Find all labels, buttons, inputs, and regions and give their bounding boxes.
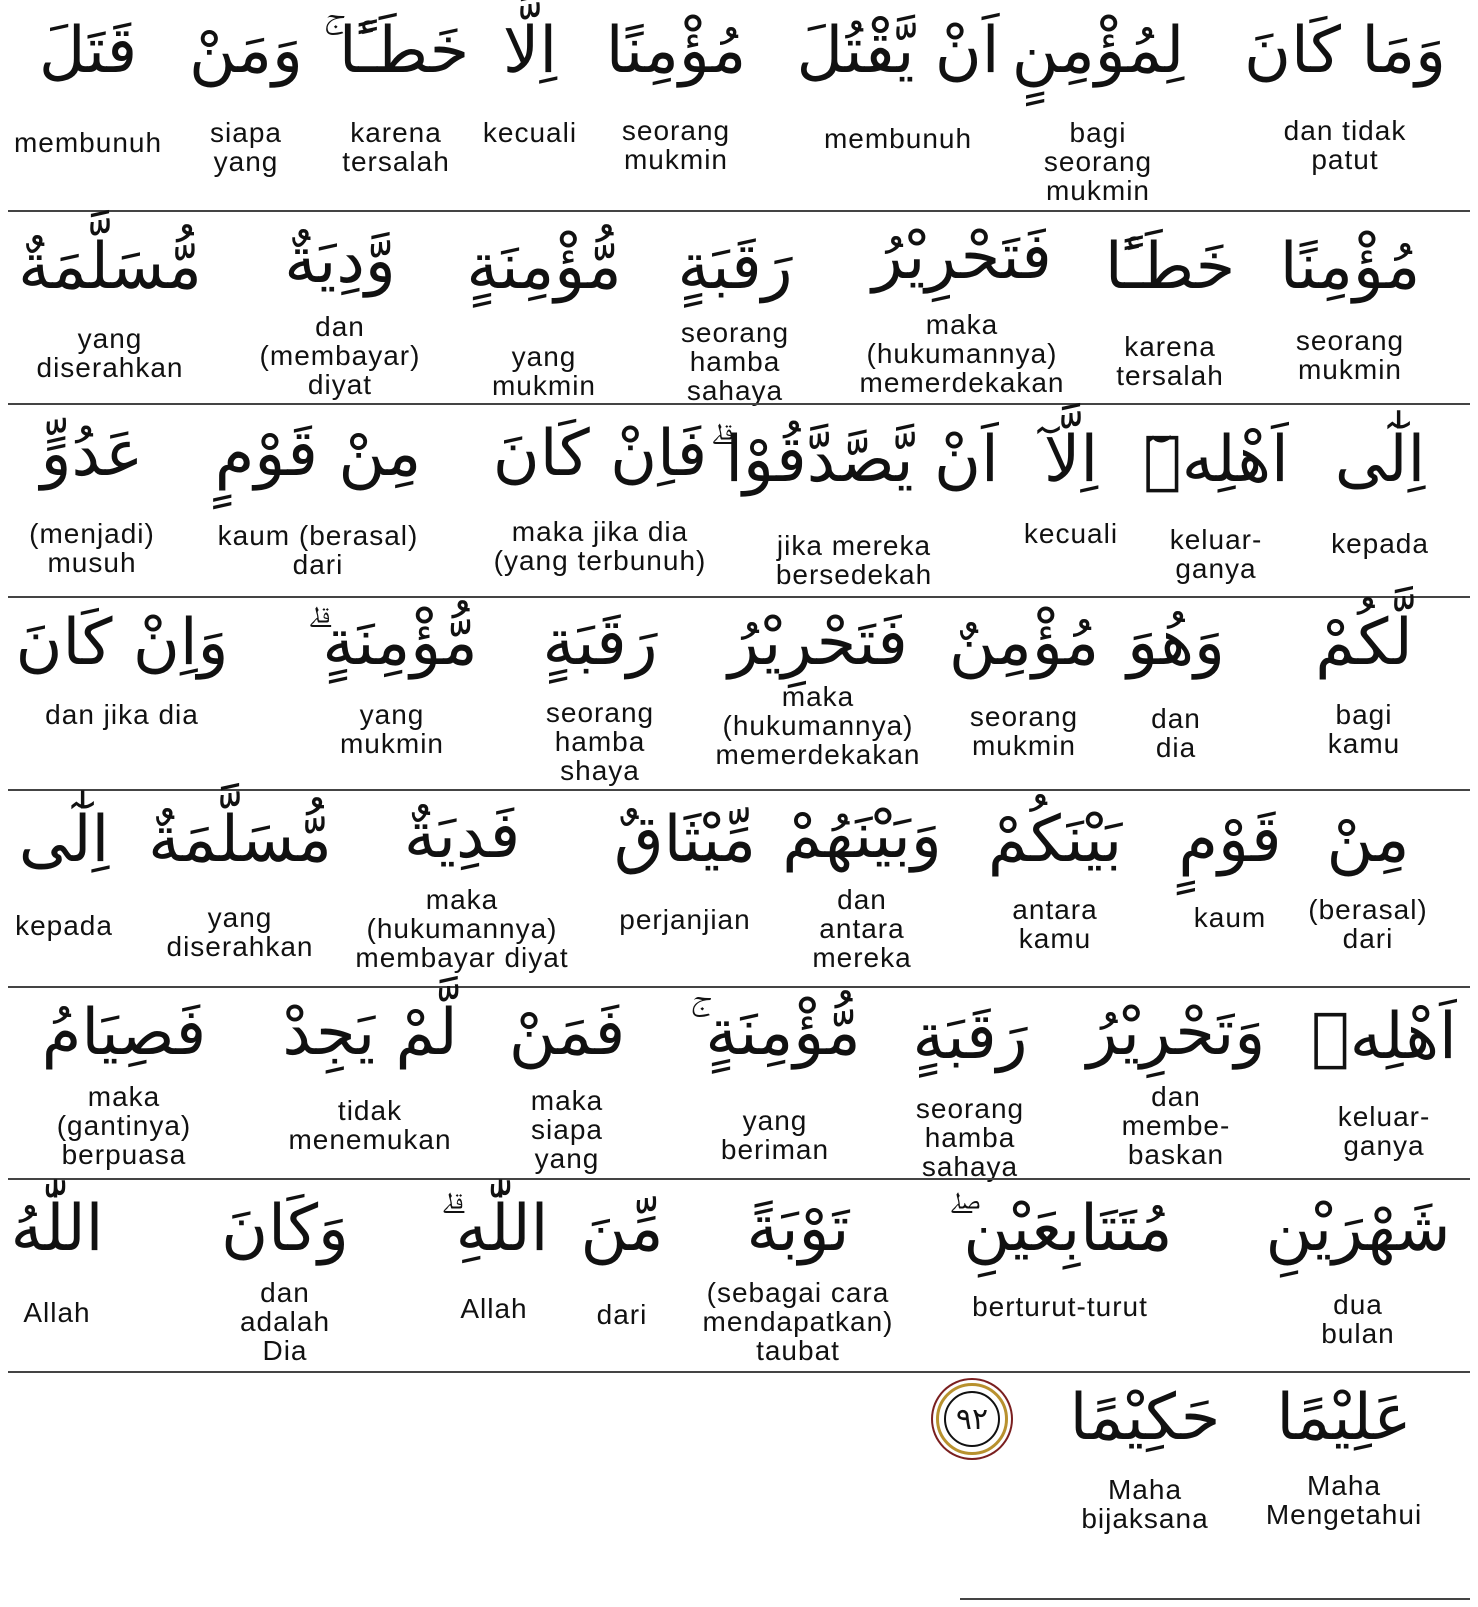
word-gloss: membunuh [13,127,163,158]
word-cell [16,598,229,729]
ayah-number: ٩٢ [944,1391,1000,1447]
word-cell [306,598,477,758]
verse-row-7 [0,1180,1478,1370]
verse-row-2 [0,212,1478,404]
word-cell [1087,988,1265,1169]
word-gloss: kepada [15,910,113,941]
word-gloss: yang mukmin [491,341,596,401]
word-cell [581,1184,664,1329]
word-cell [466,222,621,400]
word-cell [1024,415,1118,548]
word-cell [912,992,1027,1181]
word-gloss: dan membe- baskan [1121,1081,1231,1170]
word-cell [221,1184,349,1365]
word-gloss: seorang mukmin [621,115,731,175]
arabic-word: خَطَـًٔا [1104,230,1236,304]
word-cell [440,1184,549,1323]
word-cell [949,598,1099,760]
word-cell [355,791,568,972]
word-gloss: bagi kamu [1327,699,1401,759]
arabic-word: اَهْلِهٖ [1311,1000,1457,1074]
word-cell [1308,795,1427,953]
arabic-word: وَاِنْ كَانَ [15,606,229,680]
word-cell [1266,1373,1422,1529]
arabic-word: بَيْنَكُمْ [987,803,1123,877]
word-gloss: berturut-turut [972,1291,1148,1322]
word-gloss: perjanjian [619,904,751,935]
word-cell [323,6,469,176]
word-gloss: dari [596,1299,648,1330]
word-gloss: kaum (berasal) dari [217,520,419,580]
word-gloss: maka (gantinya) berpuasa [56,1081,192,1170]
arabic-word: اِلَّآ [1043,423,1099,497]
word-cell [260,216,421,399]
word-cell [709,415,998,589]
word-gloss: Maha bijaksana [1081,1474,1209,1534]
arabic-word: مُّسَلَّمَةٌ [148,803,332,877]
word-gloss: yang beriman [720,1105,830,1165]
word-cell [1105,222,1235,390]
word-gloss: kaum [1193,902,1267,933]
word-cell [282,988,457,1154]
word-cell [677,222,792,405]
verse-row-3 [0,405,1478,595]
word-gloss: keluar- ganya [1337,1101,1431,1161]
arabic-word: اللّٰهُ [10,1192,104,1266]
word-gloss: dan adalah Dia [239,1277,331,1366]
verse-row-4 [0,598,1478,788]
arabic-word: رَقَبَةٍ [677,230,793,304]
word-gloss: Allah [460,1293,528,1324]
word-cell [689,988,860,1164]
word-gloss: maka jika dia (yang terbunuh) [493,516,707,576]
word-cell [509,988,625,1173]
word-cell [1244,6,1446,174]
arabic-word: فَصِيَامُ [41,996,207,1070]
bottom-rule [960,1598,1470,1600]
arabic-word: لَّمْ يَجِدْ [282,996,458,1070]
word-gloss: keluar- ganya [1169,524,1263,584]
word-cell [1178,795,1281,932]
arabic-word: اِلٰٓى [18,803,110,877]
verse-row-6 [0,988,1478,1182]
word-gloss: Allah [23,1297,91,1328]
arabic-word: مُؤْمِنًا [1279,230,1421,304]
arabic-word: فَاِنْ كَانَ [492,417,708,491]
word-cell [1070,1373,1221,1533]
arabic-word: فَمَنْ [508,996,626,1070]
word-cell [947,1184,1172,1321]
arabic-word: اَنْ يَّصَّدَّقُوْا ۗ [709,423,999,497]
arabic-word: مِنْ قَوْمٍ [214,417,422,491]
arabic-word: قَوْمٍ [1178,803,1282,877]
arabic-word: اِلٰٓى [1334,423,1426,497]
arabic-word: لَّكُمْ [1315,606,1413,680]
arabic-word: عَدُوٍّ [40,417,144,491]
word-gloss: kepada [1331,528,1429,559]
arabic-word: وَهُوَ [1127,606,1225,680]
word-gloss: (berasal) dari [1308,894,1428,954]
word-gloss: jika mereka bersedekah [775,530,933,590]
arabic-word: وَمَا كَانَ [1244,14,1446,88]
verse-row-8 [0,1373,1478,1603]
word-cell [1311,992,1456,1160]
word-gloss: tidak menemukan [288,1095,452,1155]
word-gloss: dan (membayar) diyat [259,311,421,400]
word-gloss: kecuali [1023,518,1119,549]
word-gloss: seorang mukmin [969,701,1079,761]
word-cell [189,6,303,176]
arabic-word: مِنْ [1326,803,1410,877]
verse-row-5 [0,791,1478,985]
ayah-number-marker [936,1383,1008,1455]
word-gloss: karena tersalah [342,117,450,177]
word-cell [493,409,707,575]
word-cell [614,795,756,934]
word-cell [11,1184,104,1327]
word-gloss: maka (hukumannya) memerdekakan [715,681,921,770]
word-gloss: dan jika dia [45,699,199,730]
word-gloss: antara kamu [1012,894,1098,954]
arabic-word: اَهْلِهٖٓ [1143,423,1289,497]
word-cell [29,409,155,577]
word-cell [1331,415,1429,558]
word-cell [42,988,207,1169]
arabic-word: مِّنَ [580,1192,664,1266]
arabic-word: رَقَبَةٍ [912,1000,1028,1074]
word-gloss: seorang hamba shaya [545,697,655,786]
arabic-word: رَقَبَةٍ [542,606,658,680]
word-cell [483,6,577,147]
word-cell [606,6,746,174]
word-gloss: karena tersalah [1116,331,1224,391]
arabic-word: وَبَيْنَهُمْ [782,799,942,873]
word-gloss: seorang hamba sahaya [680,317,790,406]
word-cell [988,795,1122,953]
arabic-word: مُؤْمِنٌ [948,606,1100,680]
word-gloss: Maha Mengetahui [1265,1470,1423,1530]
word-gloss: seorang hamba sahaya [915,1093,1025,1182]
word-cell [702,1184,893,1365]
word-cell [215,409,422,579]
word-gloss: siapa yang [210,117,282,177]
arabic-word: تَوْبَةً [746,1192,850,1266]
arabic-word: فَتَحْرِيْرُ [872,220,1052,294]
word-gloss: (sebagai cara mendapatkan) taubat [702,1277,894,1366]
arabic-word: لِمُؤْمِنٍ [1011,14,1185,88]
word-cell [1315,598,1412,758]
word-cell [15,795,113,940]
word-gloss: maka siapa yang [530,1085,604,1174]
arabic-word: مِّيْثَاقٌ [613,803,757,877]
arabic-word: حَكِيْمًا [1069,1381,1221,1455]
word-cell [860,212,1065,397]
word-cell [542,598,657,785]
arabic-word: خَطَـًٔا ۚ [322,14,470,88]
word-cell [1266,1184,1451,1348]
word-gloss: yang diserahkan [36,323,184,383]
word-gloss: yang mukmin [339,699,444,759]
arabic-word: مُتَتَابِعَيْنِ ۖ [947,1192,1173,1266]
arabic-word: وَّدِيَةٌ [284,224,396,298]
word-gloss: kecuali [482,117,578,148]
verse-row-1 [0,0,1478,210]
word-cell [1012,6,1185,205]
word-cell [148,795,332,961]
arabic-word: اَنْ يَّقْتُلَ [796,14,1000,88]
word-cell [18,222,202,382]
word-gloss: (menjadi) musuh [29,518,155,578]
arabic-word: فَتَحْرِيْرُ [728,606,908,680]
word-gloss: seorang mukmin [1295,325,1405,385]
arabic-word: قَتَلَ [38,14,138,88]
arabic-word: مُؤْمِنًا [605,14,747,88]
word-cell [1280,222,1420,384]
arabic-word: اِلَّا [502,14,558,88]
word-gloss: yang diserahkan [166,902,314,962]
word-gloss: membunuh [823,123,973,154]
word-cell [14,6,162,157]
arabic-word: وَتَحْرِيْرُ [1086,996,1266,1070]
word-gloss: dan tidak patut [1283,115,1407,175]
arabic-word: اللّٰهِ ۗ [439,1192,549,1266]
arabic-word: مُّؤْمِنَةٍ [466,230,622,304]
word-gloss: maka (hukumannya) memerdekakan [859,309,1065,398]
arabic-word: مُّؤْمِنَةٍ ۚ [689,996,861,1070]
word-gloss: dan dia [1151,703,1201,763]
arabic-word: عَلِيْمًا [1276,1381,1412,1455]
word-cell [1127,598,1225,762]
word-gloss: dan antara mereka [812,884,912,973]
arabic-word: فَدِيَةٌ [403,799,521,873]
word-gloss: maka (hukumannya) membayar diyat [355,884,569,973]
word-gloss: bagi seorang mukmin [1043,117,1153,206]
word-cell [1143,415,1288,583]
arabic-word: وَمَنْ [189,14,303,88]
arabic-word: شَهْرَيْنِ [1265,1192,1451,1266]
word-cell [796,6,999,153]
arabic-word: مُّسَلَّمَةٌ [18,230,202,304]
arabic-word: وَكَانَ [221,1192,349,1266]
word-gloss: dua bulan [1321,1289,1395,1349]
word-cell [782,791,941,972]
arabic-word: مُّؤْمِنَةٍ ۗ [306,606,478,680]
word-cell [716,598,921,769]
